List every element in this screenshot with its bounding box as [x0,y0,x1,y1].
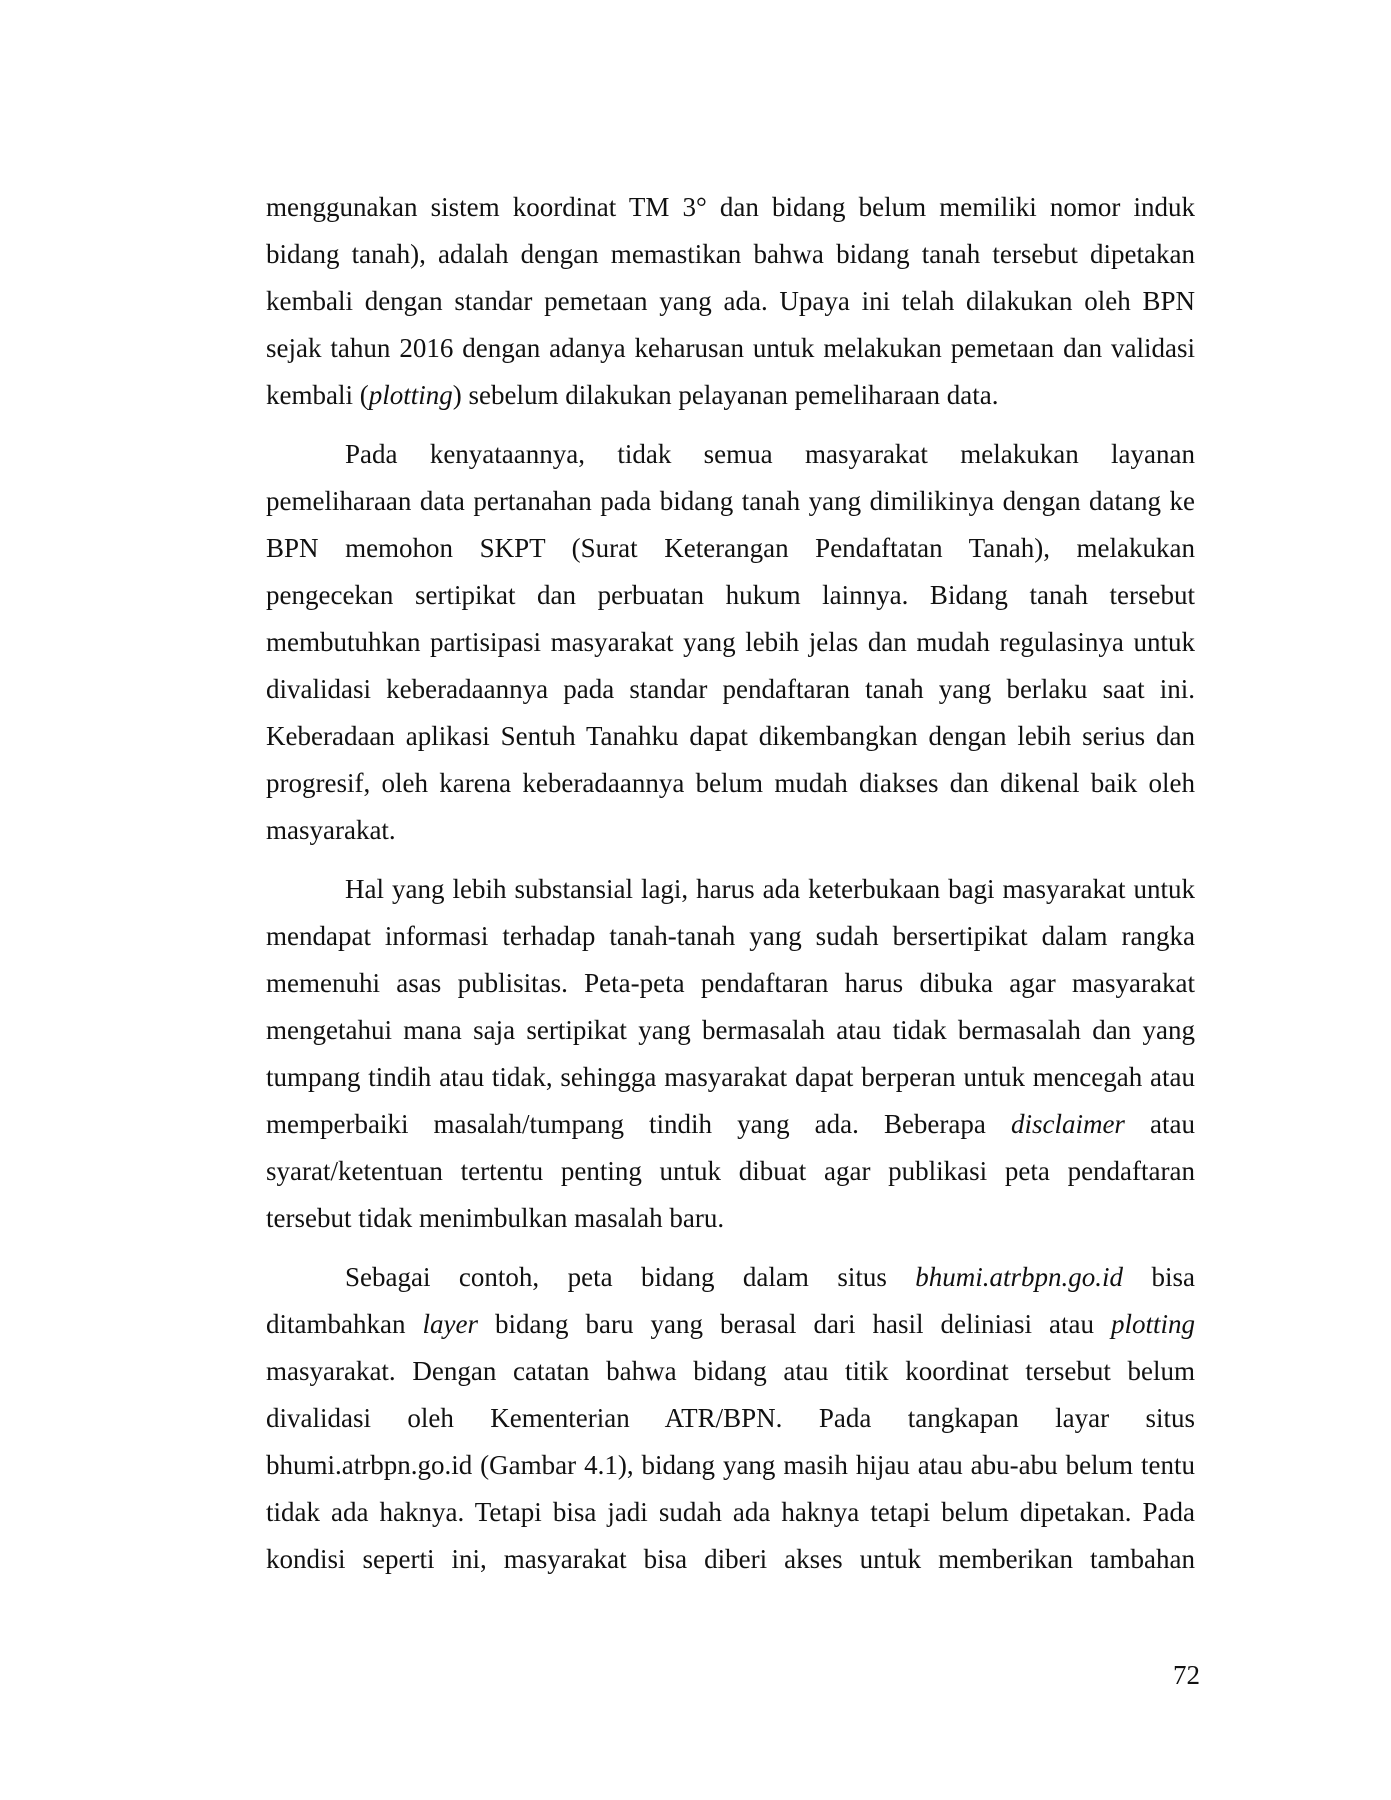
text-segment: mendapat informasi terhadap tanah-tanah yang sudah bersertipikat dalam rangka [266,921,1195,951]
text-line [266,572,1195,619]
text-segment: masyarakat. Dengan catatan bahwa bidang atau titik koordinat tersebut belum [266,1356,1195,1386]
text-line [266,231,1195,278]
text-line [266,1195,1195,1242]
text-segment: ) sebelum dilakukan pelayanan pemeliharaan data. [452,380,999,410]
text-segment: pemeliharaan data pertanahan pada bidang tanah yang dimilikinya dengan datang ke [266,486,1195,516]
page-number: 72 [1173,1660,1200,1690]
text-segment: kondisi seperti ini, masyarakat bisa diberi akses untuk memberikan tambahan [266,1544,1195,1574]
document-body [266,184,1195,1595]
text-line [266,807,1195,854]
text-line [266,1054,1195,1101]
italic-text: disclaimer [1010,1109,1125,1139]
text-line [266,372,1195,419]
text-segment: progresif, oleh karena keberadaannya belum mudah diakses dan dikenal baik oleh [266,768,1195,798]
text-line [266,1442,1195,1489]
text-line [266,478,1195,525]
text-segment: mengetahui mana saja sertipikat yang bermasalah atau tidak bermasalah dan yang [266,1015,1195,1045]
text-segment: syarat/ketentuan tertentu penting untuk dibuat agar publikasi peta pendaftaran [266,1156,1195,1186]
text-line [266,1254,1195,1301]
text-line [266,713,1195,760]
text-segment: ditambahkan [266,1309,423,1339]
text-line [266,1007,1195,1054]
text-segment: tidak ada haknya. Tetapi bisa jadi sudah ada haknya tetapi belum dipetakan. Pada [266,1497,1195,1527]
text-segment: Hal yang lebih substansial lagi, harus ada keterbukaan bagi masyarakat untuk [345,874,1195,904]
paragraph [266,1254,1195,1583]
paragraph [266,431,1195,854]
text-segment: masyarakat. [266,815,396,845]
text-segment: atau [1124,1109,1195,1139]
italic-text: plotting [1110,1309,1195,1339]
paragraph [266,866,1195,1242]
text-line [266,1101,1195,1148]
text-line [266,760,1195,807]
text-line [266,525,1195,572]
text-line [266,1489,1195,1536]
text-line [266,184,1195,231]
text-line [266,431,1195,478]
text-segment: memenuhi asas publisitas. Peta-peta pendaftaran harus dibuka agar masyarakat [266,968,1195,998]
text-line [266,619,1195,666]
text-segment: kembali dengan standar pemetaan yang ada. Upaya ini telah dilakukan oleh BPN [266,286,1195,316]
text-line [266,325,1195,372]
text-segment: kembali ( [266,380,369,410]
text-segment: menggunakan sistem koordinat TM 3° dan bidang belum memiliki nomor induk [266,192,1195,222]
text-line [266,666,1195,713]
italic-text: bhumi.atrbpn.go.id [915,1262,1124,1292]
text-segment: BPN memohon SKPT (Surat Keterangan Pendaftatan Tanah), melakukan [266,533,1195,563]
text-line [266,1348,1195,1395]
text-segment: tersebut tidak menimbulkan masalah baru. [266,1203,725,1233]
text-segment: Pada kenyataannya, tidak semua masyarakat melakukan layanan [345,439,1195,469]
text-segment: tumpang tindih atau tidak, sehingga masyarakat dapat berperan untuk mencegah atau [266,1062,1195,1092]
text-line [266,1301,1195,1348]
text-line [266,278,1195,325]
text-segment: membutuhkan partisipasi masyarakat yang lebih jelas dan mudah regulasinya untuk [266,627,1195,657]
text-line [266,1395,1195,1442]
text-segment: divalidasi keberadaannya pada standar pendaftaran tanah yang berlaku saat ini. [266,674,1195,704]
text-line [266,913,1195,960]
italic-text: plotting [368,380,453,410]
text-segment: bidang baru yang berasal dari hasil deliniasi atau [477,1309,1111,1339]
text-segment: bidang tanah), adalah dengan memastikan bahwa bidang tanah tersebut dipetakan [266,239,1195,269]
paragraph [266,184,1195,419]
text-segment: Keberadaan aplikasi Sentuh Tanahku dapat dikembangkan dengan lebih serius dan [266,721,1195,751]
text-segment: sejak tahun 2016 dengan adanya keharusan untuk melakukan pemetaan dan validasi [266,333,1195,363]
text-line [266,1536,1195,1583]
text-segment: bhumi.atrbpn.go.id (Gambar 4.1), bidang yang masih hijau atau abu-abu belum tentu [266,1450,1195,1480]
text-segment: bisa [1123,1262,1195,1292]
text-segment: memperbaiki masalah/tumpang tindih yang ada. Beberapa [266,1109,1011,1139]
text-segment: divalidasi oleh Kementerian ATR/BPN. Pada tangkapan layar situs [266,1403,1195,1433]
text-segment: Sebagai contoh, peta bidang dalam situs [345,1262,916,1292]
text-segment: pengecekan sertipikat dan perbuatan hukum lainnya. Bidang tanah tersebut [266,580,1195,610]
text-line [266,1148,1195,1195]
text-line [266,866,1195,913]
italic-text: layer [422,1309,478,1339]
text-line [266,960,1195,1007]
